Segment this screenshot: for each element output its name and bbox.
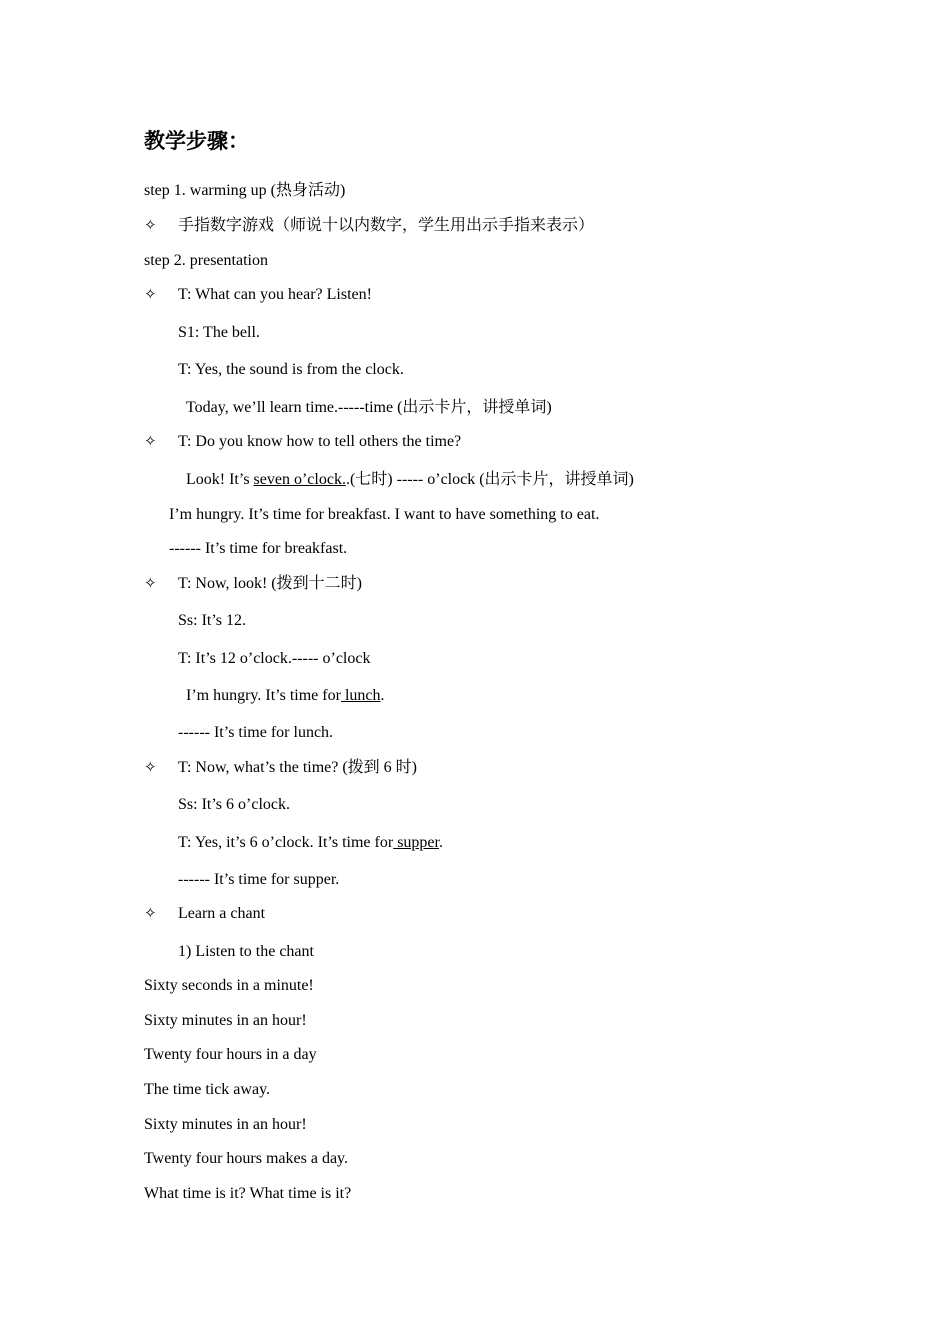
page-title: 教学步骤： [144,129,249,153]
dialog-line: Today, we’ll learn time.-----time (出示卡片，讲授单词) [186,399,552,416]
dialog-line: T: It’s 12 o’clock.----- o’clock [178,650,371,667]
dialog-line: ------ It’s time for lunch. [178,724,334,741]
dialog-line: T: Yes, the sound is from the clock. [178,361,404,378]
dialog-line: T: Now, what’s the time? (拨到 6 时) [178,759,418,776]
chant-line: The time tick away. [144,1081,271,1098]
dialog-line: T: What can you hear? Listen! [178,286,372,303]
dialog-line: I’m hungry. It’s time for breakfast. I want to have something to eat. [169,506,600,523]
dialog-line: ------ It’s time for supper. [178,871,340,888]
chant-line: Sixty seconds in a minute! [144,977,314,994]
step2-heading: step 2. presentation [144,252,268,269]
dialog-line: T: Do you know how to tell others the time? [178,433,462,450]
text-span: I’m hungry. It’s time for [186,687,341,704]
chant-heading: Learn a chant [178,905,266,922]
chant-step: 1) Listen to the chant [178,943,314,960]
chant-line: Twenty four hours makes a day. [144,1150,349,1167]
dialog-line: T: Now, look! (拨到十二时) [178,575,362,592]
text-span: T: Yes, it’s 6 o’clock. It’s time for [178,834,394,851]
chant-line: What time is it? What time is it? [144,1185,352,1202]
bullet-icon: ✧ [144,906,157,922]
bullet-icon: ✧ [144,218,157,234]
dialog-line: S1: The bell. [178,324,260,341]
chant-line: Sixty minutes in an hour! [144,1116,307,1133]
dialog-line: Ss: It’s 12. [178,612,247,629]
bullet-icon: ✧ [144,287,157,303]
dialog-line [178,833,443,853]
chant-line: Sixty minutes in an hour! [144,1012,307,1029]
dialog-line: ------ It’s time for breakfast. [169,540,348,557]
underlined-text: seven o’clock. [253,471,346,488]
underlined-text: lunch [340,687,381,704]
text-span: Look! It’s [186,471,254,488]
chant-line: Twenty four hours in a day [144,1046,317,1063]
bullet-icon: ✧ [144,434,157,450]
dialog-line: Ss: It’s 6 o’clock. [178,796,290,813]
bullet-icon: ✧ [144,760,157,776]
underlined-text: supper [393,834,439,851]
dialog-line [186,686,384,706]
text-span: . [438,834,443,851]
dialog-line [186,470,634,490]
finger-game-text: 手指数字游戏（师说十以内数字，学生用出示手指来表示） [178,217,595,234]
text-span: .(七时) ----- o’clock (出示卡片，讲授单词) [345,471,634,488]
bullet-icon: ✧ [144,576,157,592]
step1-heading: step 1. warming up (热身活动) [144,182,346,199]
text-span: . [380,687,385,704]
